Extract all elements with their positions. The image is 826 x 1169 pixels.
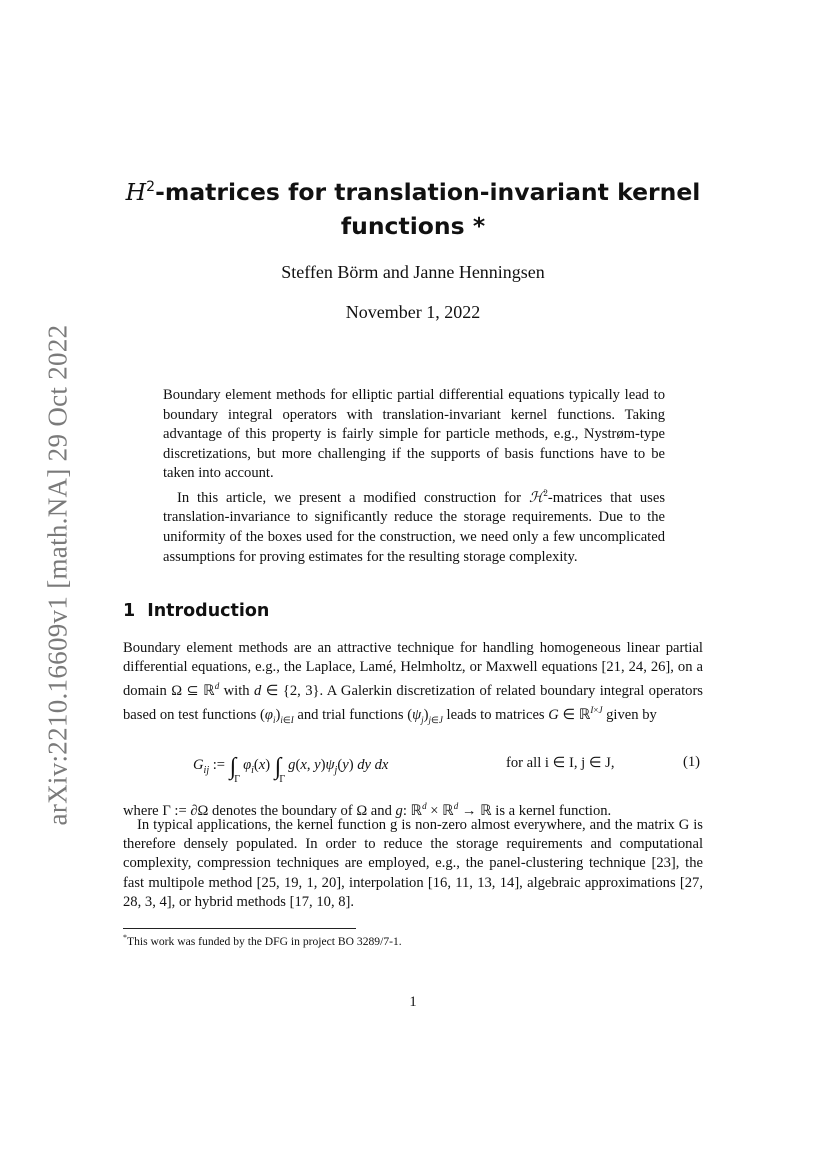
abstract — [163, 386, 665, 567]
abstract-paragraph-1: Boundary element methods for elliptic partial differential equations typically lead to boundary integral operators with translation-invariant kernel functions. Taking advantage of this property is fairly simple for particle methods, e.g., Nystrøm-type discretizations, but more challenging if the supports of basis functions have to be taken into account. — [163, 387, 665, 482]
section-number: 1 — [123, 601, 136, 621]
intro-paragraph-1: Boundary element methods are an attractive technique for handling homogeneous linear partial differential equations, e.g., the Laplace, Lamé, Helmholtz, or Maxwell equations [21, 24, 26], on a domain Ω ⊆ ℝ$^d$ with d ∈ {2, 3}. A Galerkin discretization of related boundary integral operators based on test functions $(\varphi_i)_{i\in I}$ and trial functions $(\psi_j)_{j\in J}$ leads to matrices G ∈ ℝ$^{I\times J}$ given by — [123, 640, 703, 726]
intro-paragraph-3: In typical applications, the kernel function g is non-zero almost everywhere, and the matrix G is therefore densely populated. In order to reduce the storage requirements and computational complexity, compression techniques are employed, e.g., the panel-clustering technique [23], the fast multipole method [25, 19, 1, 20], interpolation [16, 11, 13, 14], algebraic approximations [27, 28, 3, 4], or hybrid methods [17, 10, 8]. — [123, 817, 703, 910]
title-footnote-mark: * — [472, 211, 486, 240]
equation-1 — [123, 746, 703, 786]
equation-formula: $G_{ij}$ := $\int_\Gamma\varphi_i(x)$ $\int_\Gamma g(x$, $y)\psi_j(y)$ dy dx — [193, 754, 389, 785]
title-superscript: 2 — [146, 179, 156, 195]
arxiv-identifier: arXiv:2210.16609v1 [math.NA] 29 Oct 2022 — [42, 324, 73, 826]
paper-title — [110, 170, 716, 243]
abstract-paragraph-2: In this article, we present a modified construction for ℋ$^2$-matrices that uses translation-invariance to significantly reduce the storage requirements. Due to the uniformity of the boxes used for the construction, we need only a few uncomplicated assumptions for proving estimates for the resulting storage complexity. — [163, 487, 666, 565]
section-heading — [123, 601, 269, 621]
footnote — [123, 933, 402, 948]
date: November 1, 2022 — [345, 302, 481, 322]
title-line2: functions — [340, 211, 465, 240]
footnote-rule — [123, 928, 356, 929]
title-h-symbol: H — [125, 177, 147, 206]
page-number: 1 — [409, 994, 417, 1010]
title-line1: -matrices for translation-invariant kernel — [155, 177, 701, 206]
authors: Steffen Börm and Janne Henningsen — [281, 262, 545, 282]
intro-paragraph-2: where Γ := ∂Ω denotes the boundary of Ω and g: ℝ$^d$ × ℝ$^d$ → ℝ is a kernel function. — [123, 801, 612, 819]
equation-number: (1) — [682, 754, 700, 770]
footnote-text: This work was funded by the DFG in project BO 3289/7-1. — [127, 934, 402, 948]
equation-condition: for all i ∈ I, j ∈ J, — [506, 755, 615, 771]
footnote-mark: * — [123, 933, 127, 942]
section-title: Introduction — [147, 601, 270, 621]
